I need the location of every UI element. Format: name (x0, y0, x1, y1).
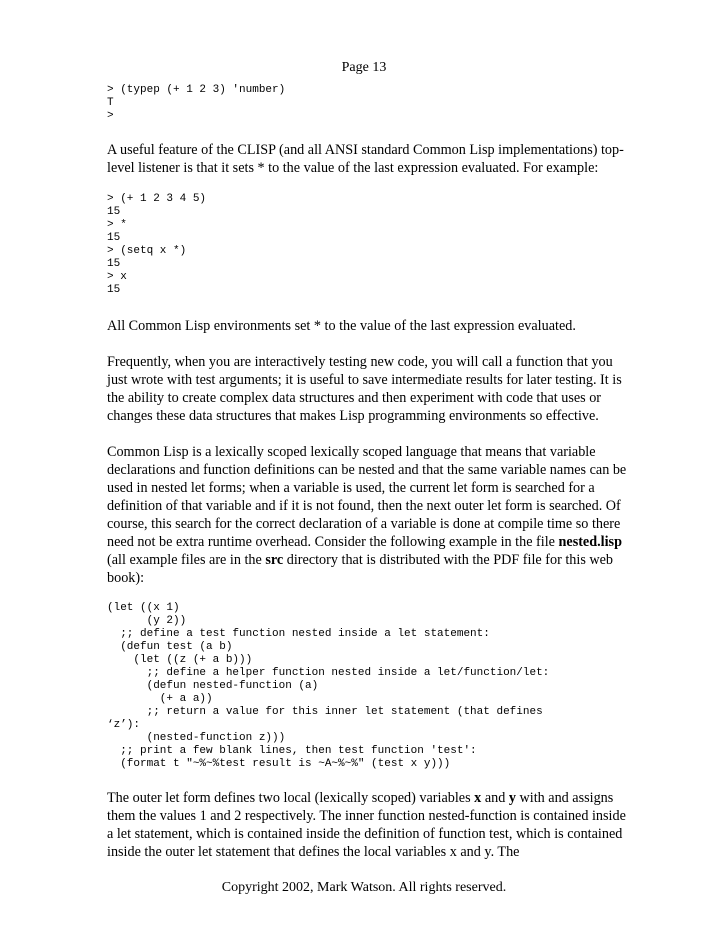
filename-nested-lisp: nested.lisp (558, 534, 622, 550)
para4-text-b: (all example files are in the (107, 552, 266, 568)
copyright-footer: Copyright 2002, Mark Watson. All rights reserved. (221, 880, 507, 895)
code-block-star: > (+ 1 2 3 4 5) 15 > * 15 > (setq x *) 15 > x 15 (107, 193, 207, 296)
para5-text-b: and (481, 790, 509, 806)
para4-text-a: Common Lisp is a lexically scoped lexically scoped language that means that variable declarations and function definitions can be nested and that the same variable names can be used in nested let forms; when a variable is used, the current let form is searched for a definition of that variable and if it is not found, then the next outer let form is searched. Of course, this search for the correct declaration of a variable is done at compile time so there need not be extra runtime overhead. Consider the following example in the file (107, 444, 627, 550)
paragraph-testing: Frequently, when you are interactively testing new code, you will call a function that you just wrote with test arguments; it is useful to save intermediate results for later testing. It is the ability to create complex data structures and then experiment with code that uses or changes these data structures that makes Lisp programming environments so effective. (107, 354, 622, 424)
para5-text-a: The outer let form defines two local (lexically scoped) variables (107, 790, 475, 806)
code-block-nested-let: (let ((x 1) (y 2)) ;; define a test function nested inside a let statement: (defun test (a b) (let ((z (+ a b))) ;; define a helper function nested inside a let/function/let: (defun nested-function (a) (+ a a)) ;; return a value for this inner let statement (that defines ‘z’): (nested-function z))) ;; print a few blank lines, then test function 'test': (format t "~%~%test result is ~A~%~%" (test x y))) (107, 602, 550, 770)
code-block-typep: > (typep (+ 1 2 3) 'number) T > (107, 84, 286, 122)
para5-text-c: with and assigns them the values 1 and 2 respectively. The inner function nested-function is contained inside a let statement, which is contained inside the definition of function test, which is contained inside the outer let statement that defines the local variables x and y. The (107, 790, 626, 860)
variable-y: y (508, 790, 516, 806)
paragraph-lexical-scope (107, 443, 627, 587)
dirname-src: src (265, 552, 284, 568)
para4-text-c: directory that is distributed with the PDF file for this web book): (107, 552, 614, 586)
paragraph-listener: A useful feature of the CLISP (and all ANSI standard Common Lisp implementations) top-level listener is that it sets * to the value of the last expression evaluated. For example: (107, 142, 624, 176)
variable-x: x (474, 790, 482, 806)
page-content (107, 84, 627, 861)
page-number-header: Page 13 (341, 60, 387, 75)
paragraph-environments: All Common Lisp environments set * to the value of the last expression evaluated. (107, 318, 576, 334)
paragraph-outer-let (107, 789, 627, 861)
